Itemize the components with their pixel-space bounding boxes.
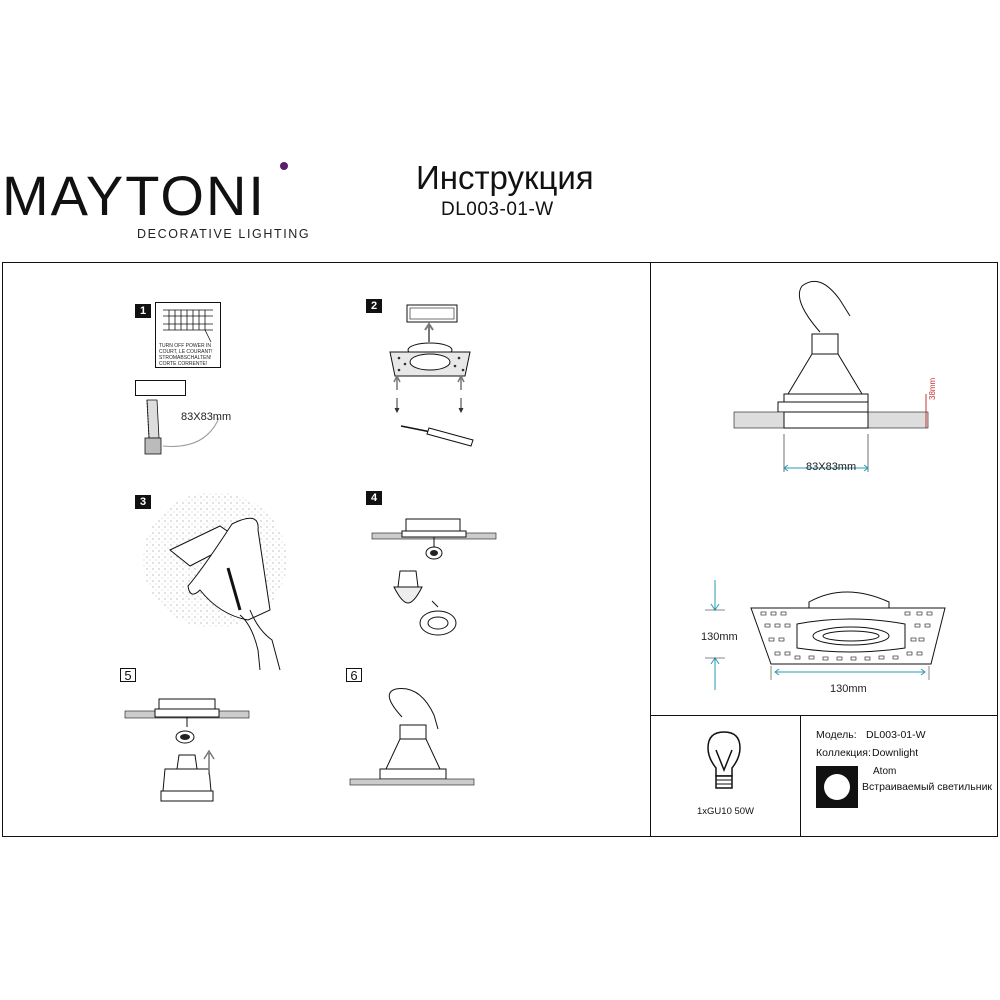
product-thumbnail-circle	[824, 774, 850, 800]
brand-logo-dot	[280, 162, 288, 170]
width-dimension-label: 130mm	[830, 683, 867, 695]
brand-tagline: DECORATIVE LIGHTING	[137, 227, 311, 241]
document-model-code: DL003-01-W	[441, 199, 554, 220]
bulb-icon	[704, 730, 744, 800]
height-dimension-label: 130mm	[701, 631, 738, 643]
step-1-dimension-label: 83X83mm	[181, 411, 232, 423]
cutout-dimension-label: 83X83mm	[806, 461, 857, 473]
spec-collection-value: Downlight	[872, 747, 919, 759]
frame-view-diagram	[705, 580, 955, 700]
step-2-marker: 2	[366, 299, 382, 313]
step-4-marker: 4	[366, 491, 382, 505]
spec-type: Встраиваемый светильник	[862, 781, 993, 793]
side-view-diagram	[730, 276, 960, 476]
document-title: Инструкция	[416, 159, 594, 196]
step-1-power-warning: TURN OFF POWER IN COURT, LE COURANT! STROMABSCHALTEN! CORTE CORRENTE!	[159, 343, 213, 367]
brand-logo: MAYTONI	[2, 164, 266, 227]
bulb-label: 1xGU10 50W	[697, 806, 755, 817]
product-thumbnail	[816, 766, 858, 808]
step-6-finished-illustration	[350, 685, 480, 795]
step-5-marker: 5	[120, 668, 136, 682]
step-2-mounting-illustration	[385, 300, 485, 450]
frame-divider-horizontal	[650, 715, 998, 716]
spec-collection-label: Коллекция:	[816, 747, 871, 759]
spec-series: Atom	[873, 766, 897, 777]
spec-divider-vertical	[800, 715, 801, 837]
spec-model-label: Модель:	[816, 729, 857, 741]
step-3-plastering-illustration	[140, 490, 290, 670]
depth-dimension-label: 38mm	[928, 377, 937, 400]
step-3-marker: 3	[135, 495, 151, 509]
step-5-connect-illustration	[125, 695, 255, 805]
step-1-marker: 1	[135, 304, 151, 318]
step-6-marker: 6	[346, 668, 362, 682]
frame-divider-vertical	[650, 262, 651, 837]
spec-model-value: DL003-01-W	[866, 729, 926, 741]
step-4-lamp-install-illustration	[372, 515, 502, 645]
